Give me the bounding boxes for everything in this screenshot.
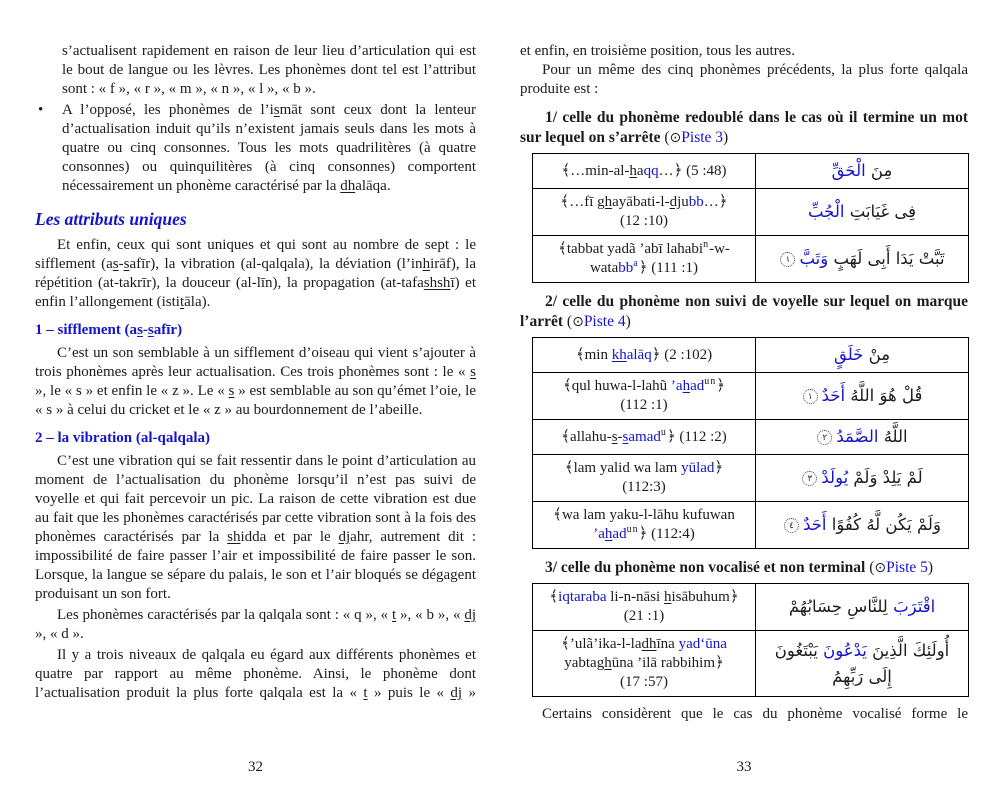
transliteration-cell bbox=[533, 373, 756, 420]
transliteration-cell bbox=[533, 154, 756, 189]
text-segment: s bbox=[228, 383, 235, 399]
text-segment: ﴾…min-al- bbox=[561, 162, 630, 179]
text-segment: s bbox=[273, 102, 280, 118]
closing-paragraph: Certains considèrent que le cas du phonème vocalisé forme le bbox=[542, 706, 968, 722]
page-33 bbox=[500, 0, 1000, 790]
text-segment: ( bbox=[869, 559, 875, 576]
text-segment: الْجُبِّ bbox=[807, 202, 845, 221]
text-segment: ) bbox=[927, 559, 934, 576]
sub-heading-sifflement bbox=[35, 321, 476, 340]
text-segment: C’est une vibration qui se fait ressentir dans le point d’articulation au moment de l’actualisation du phonème lorsqu’il n’est pas suivi de voyelle et qui fait percevoir un pic. La raison de cette vibration est due au fait que les phonèmes caractérisés par cette vibration sont à la fois des phonèmes caractérisés par la bbox=[35, 453, 476, 545]
text-segment: مِنَ bbox=[865, 161, 893, 180]
heading-piste-5 bbox=[520, 558, 968, 578]
text-segment: yabta bbox=[564, 655, 597, 671]
text-segment: h bbox=[422, 256, 431, 272]
text-segment: un bbox=[626, 524, 639, 535]
text-segment: (112:3) bbox=[622, 479, 666, 495]
text-segment: - bbox=[617, 428, 623, 445]
text-segment: (12 :10) bbox=[620, 213, 668, 229]
heading-piste-3 bbox=[520, 108, 968, 148]
text-segment: s bbox=[112, 256, 119, 272]
text-segment: ) bbox=[723, 129, 729, 146]
text-segment: gh bbox=[597, 194, 613, 210]
text-segment: ahr, autrement dit : impossibilité de faire passer l’air et impossibilité de faire passer le son. Lorsque, la langue se sépare du palais, le son et l’air bloqués se dégagent produisant un son fort. bbox=[35, 529, 476, 602]
text-segment: خَلَقٍ bbox=[833, 345, 864, 364]
continuation-paragraph bbox=[62, 42, 476, 99]
text-segment: u bbox=[681, 194, 689, 210]
audio-track-icon: ⊙ bbox=[874, 560, 887, 576]
table-row bbox=[533, 189, 969, 236]
bullet-item bbox=[38, 101, 476, 196]
transliteration-cell bbox=[533, 631, 756, 697]
table-row bbox=[533, 584, 969, 631]
table-row bbox=[533, 373, 969, 420]
text-segment: wata bbox=[589, 260, 619, 276]
table-row bbox=[533, 154, 969, 189]
text-segment: irāf), la répétition (at-takrīr), la douceur (al-līn), la propagation (at-tafa bbox=[35, 256, 476, 291]
text-segment: t bbox=[179, 294, 185, 310]
text-segment: ﴿ (2 :102) bbox=[651, 346, 713, 363]
text-segment: C’est un son semblable à un sifflement d’oiseau qui vient s’ajouter à trois phonèmes après leur actualisation. Ces trois phonèmes sont : le « bbox=[35, 345, 476, 380]
text-segment: s’actualisent rapidement en raison de leur lieu d’articulation qui est le bout de langue ou les lèvres. Les phonèmes dont tel est l’attribut sont : « f », « r », « m », « n », « l », « b ». bbox=[62, 43, 476, 97]
text-segment: (21 :1) bbox=[623, 608, 665, 624]
text-segment: ayābati-l- bbox=[612, 194, 670, 210]
text-segment: n bbox=[703, 239, 710, 250]
table-row bbox=[533, 420, 969, 455]
text-segment: sh bbox=[227, 529, 241, 545]
text-segment: ’a bbox=[670, 378, 683, 394]
text-segment: qq bbox=[643, 162, 659, 179]
text-segment: يَدْعُونَ bbox=[823, 640, 867, 660]
arabic-verse-cell bbox=[756, 338, 969, 373]
text-segment: لِلنَّاسِ حِسَابُهُمْ bbox=[788, 597, 894, 616]
text-segment: t bbox=[363, 685, 368, 701]
text-segment: alāqa. bbox=[355, 178, 391, 194]
text-segment: -w- bbox=[709, 241, 730, 257]
text-segment: الصَّمَدُ bbox=[836, 427, 879, 446]
text-segment: bb bbox=[618, 260, 634, 276]
ayah-end-marker: ٣ bbox=[802, 471, 817, 486]
text-segment: », « b », « bbox=[396, 607, 465, 623]
text-segment: - bbox=[142, 322, 148, 338]
text-segment: Piste 4 bbox=[583, 313, 626, 330]
text-segment: li-n-nāsi bbox=[606, 589, 664, 605]
sub-heading-vibration bbox=[35, 429, 476, 448]
arabic-verse-cell bbox=[756, 373, 969, 420]
text-segment: ( bbox=[664, 129, 670, 146]
text-segment: ’a bbox=[593, 526, 605, 542]
ayah-end-marker: ١ bbox=[780, 252, 795, 267]
text-segment: dj bbox=[669, 194, 682, 210]
text-segment: ﴾’ulã’ika-l-la bbox=[561, 636, 642, 652]
table-row bbox=[533, 338, 969, 373]
arabic-verse-cell bbox=[756, 236, 969, 283]
text-segment: h bbox=[682, 378, 691, 394]
text-segment: 1 – sifflement (a bbox=[35, 322, 138, 338]
text-segment: إِلَى رَبِّهِمُ bbox=[832, 666, 892, 686]
text-segment: » est semblable au son qu’émet l’oie, le « s » à celui du cricket et le « z » au bourdonnement de l’abeille. bbox=[35, 383, 476, 418]
text-segment: ) bbox=[625, 313, 631, 330]
bullet-marker: • bbox=[38, 102, 44, 118]
transliteration-cell bbox=[533, 584, 756, 631]
text-segment: ﴿ (112:4) bbox=[638, 526, 695, 542]
text-segment: s bbox=[611, 428, 618, 445]
text-segment: 2/ celle du phonème non suivi de voyelle sur lequel on marque l’arrêt bbox=[520, 293, 968, 330]
text-segment: يَبْتَغُونَ bbox=[774, 640, 824, 660]
text-segment: s bbox=[622, 428, 629, 445]
text-segment: قُلْ هُوَ اللَّهُ bbox=[845, 386, 923, 405]
text-segment: Piste 5 bbox=[886, 559, 928, 576]
niveaux-paragraph bbox=[35, 646, 476, 703]
section-heading-attributs-uniques: Les attributs uniques bbox=[35, 209, 187, 229]
table-row bbox=[533, 631, 969, 697]
text-segment: māt sont ceux dont la lenteur d’actualisation induit qu’ils n’existent jamais seuls dans les mots à quatre ou cinq consonnes. Tous les mots quadrilitères (à quatre consonnes) ou quinquilitères (à cinq consonnes) comportent nécessairement un phonème caractérisé par la bbox=[62, 102, 476, 194]
uniques-paragraph bbox=[35, 236, 476, 312]
page-number-right: 33 bbox=[736, 759, 752, 775]
text-segment: isābuhum﴿ bbox=[671, 589, 739, 605]
text-segment: ﴿ (112 :2) bbox=[666, 428, 727, 445]
text-segment: اقْتَرَبَ bbox=[893, 597, 936, 616]
text-segment: ad bbox=[690, 378, 705, 394]
intro-paragraph-1: et enfin, en troisième position, tous les autres. bbox=[520, 43, 795, 59]
table-row bbox=[533, 236, 969, 283]
text-segment: يُولَدْ bbox=[821, 468, 849, 487]
ayah-end-marker: ١ bbox=[803, 389, 818, 404]
text-segment: ﴾ bbox=[549, 589, 559, 605]
text-segment: h bbox=[663, 589, 672, 605]
text-segment: وَلَمْ يَكُن لَّهُ كُفُوًا bbox=[826, 515, 941, 534]
text-segment: a bbox=[636, 162, 644, 179]
text-segment: dj bbox=[450, 685, 463, 701]
qalqala-table-1 bbox=[532, 153, 969, 283]
text-segment: » bbox=[462, 685, 476, 701]
heading-piste-4 bbox=[520, 292, 968, 332]
text-segment: īna bbox=[656, 636, 679, 652]
text-segment: gh bbox=[596, 655, 612, 671]
transliteration-cell bbox=[533, 189, 756, 236]
arabic-verse-cell bbox=[756, 154, 969, 189]
text-segment: un bbox=[704, 376, 717, 387]
text-segment: āla). bbox=[184, 294, 211, 310]
text-segment: dh bbox=[340, 178, 356, 194]
text-segment: kh bbox=[611, 346, 627, 363]
text-segment: اللَّهُ bbox=[878, 427, 908, 446]
text-segment: A l’opposé, les phonèmes de l’i bbox=[62, 102, 274, 118]
text-segment: dj bbox=[464, 607, 477, 623]
text-segment: dj bbox=[338, 529, 351, 545]
text-segment: أَحَدٌ bbox=[821, 386, 846, 405]
text-segment: idda et par le bbox=[240, 529, 339, 545]
ayah-end-marker: ٤ bbox=[784, 518, 799, 533]
text-segment: s bbox=[137, 322, 143, 338]
arabic-verse-cell bbox=[756, 420, 969, 455]
audio-track-icon: ⊙ bbox=[572, 314, 584, 330]
text-segment: Les phonèmes caractérisés par la qalqala sont : « q », « bbox=[57, 607, 392, 623]
text-segment: تَبَّتْ يَدَا أَبِى لَهَبٍ bbox=[828, 249, 945, 268]
text-segment: (17 :57) bbox=[620, 674, 668, 690]
text-segment: ī) et enfin l’allongement (isti bbox=[35, 275, 476, 310]
vibration-paragraph bbox=[35, 452, 476, 604]
arabic-verse-cell bbox=[756, 189, 969, 236]
text-segment: amad bbox=[628, 428, 661, 445]
arabic-verse-cell bbox=[756, 502, 969, 549]
table-row bbox=[533, 455, 969, 502]
text-segment: afīr), la vibration (al-qalqala), la déviation (l’in bbox=[129, 256, 423, 272]
text-segment: (112 :1) bbox=[620, 397, 668, 413]
intro-paragraph-2: Pour un même des cinq phonèmes précédents, la plus forte qalqala produite est : bbox=[520, 62, 968, 97]
arabic-verse-cell bbox=[756, 584, 969, 631]
text-segment: h bbox=[629, 162, 637, 179]
text-segment: ﴾min bbox=[575, 346, 612, 363]
text-segment: ﴾lam yalid wa lam bbox=[564, 460, 682, 476]
text-segment: ( bbox=[566, 313, 573, 330]
transliteration-cell bbox=[533, 420, 756, 455]
text-segment: u bbox=[660, 426, 667, 438]
table-row bbox=[533, 502, 969, 549]
text-segment: ﴾allahu- bbox=[561, 428, 612, 445]
text-segment: أُولَئِكَ الَّذِينَ bbox=[866, 640, 950, 660]
page-number-left: 32 bbox=[248, 759, 263, 775]
text-segment: فِى غَيَابَتِ bbox=[844, 202, 917, 221]
text-segment: ﴿ bbox=[714, 460, 724, 476]
text-segment: yad‘ūna bbox=[678, 636, 727, 652]
text-segment: …﴿ bbox=[703, 194, 728, 210]
text-segment: 1/ celle du phonème redoublé dans le cas où il termine un mot sur lequel on s’arrête bbox=[520, 109, 968, 146]
text-segment: t bbox=[391, 607, 397, 623]
text-segment: bb bbox=[688, 194, 704, 210]
text-segment: الْحَقِّ bbox=[831, 161, 866, 180]
text-segment: ūna ’ilā rabbihim﴿ bbox=[611, 655, 724, 671]
text-segment: 2 – la vibration (al-qalqala) bbox=[35, 430, 211, 446]
qalqala-list-paragraph bbox=[35, 606, 476, 644]
arabic-verse-cell bbox=[756, 455, 969, 502]
text-segment: ﴾qul huwa-l-lahũ bbox=[562, 378, 671, 394]
text-segment: alāq bbox=[626, 346, 652, 363]
text-segment: - bbox=[118, 256, 124, 272]
text-segment: a bbox=[633, 258, 639, 269]
audio-track-icon: ⊙ bbox=[669, 130, 682, 146]
text-segment: لَمْ يَلِدْ وَلَمْ bbox=[848, 468, 923, 487]
transliteration-cell bbox=[533, 455, 756, 502]
text-segment: ﴿ (111 :1) bbox=[638, 260, 699, 276]
ayah-end-marker: ٢ bbox=[817, 430, 832, 445]
text-segment: », « d ». bbox=[35, 626, 84, 642]
text-segment: iqtaraba bbox=[558, 589, 607, 605]
qalqala-table-3 bbox=[532, 583, 969, 697]
text-segment: Piste 3 bbox=[681, 129, 724, 146]
text-segment: h bbox=[604, 526, 613, 542]
text-segment: s bbox=[470, 364, 476, 380]
text-segment: shsh bbox=[423, 275, 451, 291]
text-segment: afīr) bbox=[153, 322, 183, 338]
transliteration-cell bbox=[533, 338, 756, 373]
text-segment: أَحَدٌ bbox=[803, 515, 827, 534]
qalqala-table-2 bbox=[532, 337, 969, 549]
text-segment: ﴾…fī bbox=[560, 194, 598, 210]
text-segment: yūlad bbox=[681, 460, 715, 476]
text-segment: Il y a trois niveaux de qalqala eu égard aux différents phonèmes et quatre par rapport au même phonème. Ainsi, le phonème dont l’actualisation produit la plus forte qalqala est la « bbox=[35, 647, 476, 701]
text-segment: ﴾wa lam yaku-l-lāhu kufuwan bbox=[553, 507, 735, 523]
bullet-paragraph bbox=[62, 101, 476, 196]
text-segment: s bbox=[123, 256, 130, 272]
text-segment: مِنْ bbox=[863, 345, 891, 364]
text-segment: dh bbox=[641, 636, 657, 652]
text-segment: ﴾tabbat yadã ’abī lahabi bbox=[558, 241, 704, 257]
transliteration-cell bbox=[533, 502, 756, 549]
text-segment: …﴿ (5 :48) bbox=[658, 162, 727, 179]
text-segment: », le « s » et enfin le « z ». Le « bbox=[35, 383, 229, 399]
arabic-verse-cell bbox=[756, 631, 969, 697]
text-segment: s bbox=[147, 322, 154, 338]
transliteration-cell bbox=[533, 236, 756, 283]
text-segment: Et enfin, ceux qui sont uniques et qui sont au nombre de sept : le sifflement (a bbox=[35, 237, 476, 272]
text-segment: » puis le « bbox=[367, 685, 451, 701]
text-segment: ad bbox=[612, 526, 627, 542]
text-segment: ﴿ bbox=[716, 378, 726, 394]
text-segment: وَتَبَّ bbox=[799, 249, 829, 268]
sifflement-paragraph bbox=[35, 344, 476, 420]
text-segment: 3/ celle du phonème non vocalisé et non terminal bbox=[545, 559, 870, 576]
